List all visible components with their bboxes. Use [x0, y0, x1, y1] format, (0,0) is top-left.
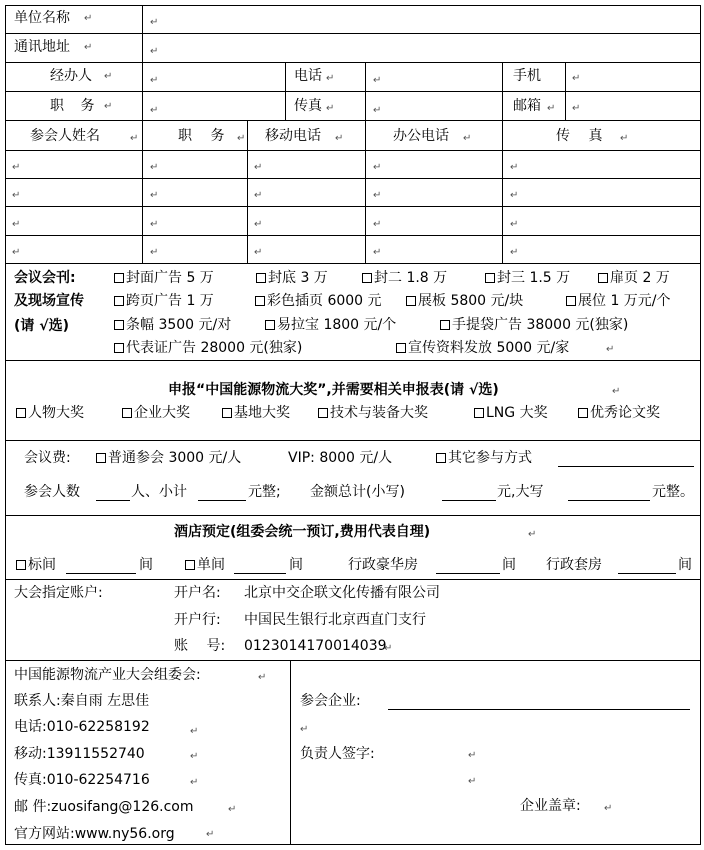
room-standard[interactable]: 标间 — [16, 556, 56, 574]
room-unit: 间 — [502, 557, 516, 573]
checkbox-icon — [114, 320, 124, 330]
ad-option-color-insert[interactable]: 彩色插页 6000 元 — [255, 292, 382, 310]
ads-label: 会议会刊: — [14, 270, 76, 286]
attendee-count-label: 参会人数 — [24, 484, 80, 500]
paragraph-mark: ↵ — [326, 103, 335, 114]
total-blank[interactable] — [442, 500, 496, 501]
awards-title: 申报“中国能源物流大奖”,并需要相关申报表(请 √选) — [168, 382, 499, 398]
unit-name-label: 单位名称 — [14, 10, 70, 26]
award-option-enterprise[interactable]: 企业大奖 — [122, 404, 190, 422]
ad-option-handbag[interactable]: 手提袋广告 38000 元(独家) — [440, 316, 628, 334]
table-cell[interactable]: ↵ — [510, 190, 519, 201]
ad-option-inside-cover-3[interactable]: 封三 1.5 万 — [485, 269, 570, 287]
table-cell[interactable]: ↵ — [254, 190, 263, 201]
checkbox-icon — [114, 343, 124, 353]
paragraph-mark: ↵ — [130, 133, 139, 144]
divider — [5, 178, 701, 179]
divider — [5, 150, 701, 151]
ad-option-display-board[interactable]: 展板 5800 元/块 — [406, 292, 523, 310]
paragraph-mark: ↵ — [237, 133, 246, 144]
divider — [5, 91, 701, 92]
paragraph-mark: ↵ — [463, 133, 472, 144]
contact-email[interactable]: 邮 件:zuosifang@126.com — [14, 799, 194, 815]
paragraph-mark: ↵ — [606, 344, 615, 355]
handler-field[interactable]: ↵ — [150, 75, 159, 86]
contact-website[interactable]: 官方网站:www.ny56.org — [14, 826, 175, 842]
paragraph-mark: ↵ — [326, 73, 335, 84]
address-field[interactable]: ↵ — [150, 46, 159, 57]
paragraph-mark: ↵ — [190, 777, 199, 788]
subtotal-blank[interactable] — [198, 500, 246, 501]
table-cell[interactable]: ↵ — [12, 162, 21, 173]
address-label: 通讯地址 — [14, 39, 70, 55]
paragraph-mark: ↵ — [547, 103, 556, 114]
paragraph-mark: ↵ — [384, 643, 393, 654]
table-cell[interactable]: ↵ — [373, 247, 382, 258]
table-cell[interactable]: ↵ — [150, 219, 159, 230]
divider — [5, 62, 701, 63]
table-cell[interactable]: ↵ — [150, 190, 159, 201]
checkbox-icon — [16, 560, 26, 570]
room-single-blank[interactable] — [234, 573, 286, 574]
divider — [5, 33, 701, 34]
paragraph-mark: ↵ — [104, 71, 113, 82]
divider — [5, 515, 701, 516]
position-label: 职 务 — [50, 98, 95, 114]
organizer-name: 中国能源物流产业大会组委会: — [14, 667, 201, 683]
room-exec-deluxe-blank[interactable] — [436, 573, 500, 574]
divider — [365, 120, 366, 263]
table-cell[interactable]: ↵ — [150, 162, 159, 173]
paragraph-mark: ↵ — [300, 724, 309, 735]
email-label: 邮箱 — [513, 98, 541, 114]
award-option-tech[interactable]: 技术与装备大奖 — [318, 404, 428, 422]
divider — [565, 62, 566, 120]
attendee-fax-header: 传 真 — [556, 128, 603, 144]
phone-field[interactable]: ↵ — [373, 75, 382, 86]
attendee-position-header: 职 务 — [178, 128, 225, 144]
paragraph-mark: ↵ — [84, 13, 93, 24]
paragraph-mark: ↵ — [620, 133, 629, 144]
ad-option-badge[interactable]: 代表证广告 28000 元(独家) — [114, 339, 302, 357]
total-end: 元整。 — [652, 484, 694, 500]
room-single[interactable]: 单间 — [185, 556, 225, 574]
paragraph-mark: ↵ — [612, 386, 621, 397]
table-cell[interactable]: ↵ — [150, 247, 159, 258]
account-bank-label: 开户行: — [174, 612, 221, 628]
checkbox-icon — [566, 296, 576, 306]
table-cell[interactable]: ↵ — [373, 190, 382, 201]
phone-label: 电话 — [294, 68, 322, 84]
account-number: 0123014170014039 — [244, 638, 387, 654]
ads-label: 及现场宣传 — [14, 293, 84, 309]
fax-field[interactable]: ↵ — [373, 105, 382, 116]
divider — [142, 120, 143, 263]
ad-option-cover[interactable]: 封面广告 5 万 — [114, 269, 214, 287]
attendee-count-blank[interactable] — [96, 500, 130, 501]
divider — [247, 120, 248, 263]
fee-option-vip[interactable]: VIP: 8000 元/人 — [288, 450, 393, 466]
divider — [5, 206, 701, 207]
checkbox-icon — [185, 560, 195, 570]
table-cell[interactable]: ↵ — [12, 219, 21, 230]
contact-people: 联系人:秦自雨 左思佳 — [14, 693, 150, 709]
checkbox-icon — [485, 273, 495, 283]
table-cell[interactable]: ↵ — [510, 247, 519, 258]
paragraph-mark: ↵ — [190, 751, 199, 762]
signer-label: 负责人签字: — [300, 746, 375, 762]
position-field[interactable]: ↵ — [150, 105, 159, 116]
company-label: 参会企业: — [300, 693, 361, 709]
ad-option-back-cover[interactable]: 封底 3 万 — [256, 269, 328, 287]
attendee-office-phone-header: 办公电话 — [393, 128, 449, 144]
table-cell[interactable]: ↵ — [12, 247, 21, 258]
paragraph-mark: ↵ — [104, 101, 113, 112]
room-unit: 间 — [289, 557, 303, 573]
checkbox-icon — [16, 408, 26, 418]
contact-fax: 传真:010-62254716 — [14, 772, 150, 788]
ad-option-booth[interactable]: 展位 1 万元/个 — [566, 292, 671, 310]
award-option-lng[interactable]: LNG 大奖 — [474, 404, 548, 422]
divider — [142, 5, 143, 63]
account-holder-label: 开户名: — [174, 585, 221, 601]
checkbox-icon — [114, 296, 124, 306]
award-option-person[interactable]: 人物大奖 — [16, 404, 84, 422]
checkbox-icon — [255, 296, 265, 306]
total-label: 金额总计(小写) — [310, 484, 405, 500]
checkbox-icon — [222, 408, 232, 418]
divider — [290, 660, 291, 845]
checkbox-icon — [474, 408, 484, 418]
contact-phone: 电话:010-62258192 — [14, 719, 150, 735]
divider — [502, 120, 503, 263]
attendee-mobile-header: 移动电话 — [265, 128, 321, 144]
paragraph-mark: ↵ — [468, 776, 477, 787]
paragraph-mark: ↵ — [335, 133, 344, 144]
fee-option-standard[interactable]: 普通参会 3000 元/人 — [96, 449, 241, 467]
ad-option-rollup[interactable]: 易拉宝 1800 元/个 — [265, 316, 396, 334]
divider — [5, 235, 701, 236]
other-method-blank[interactable] — [558, 466, 694, 467]
contact-mobile: 移动:13911552740 — [14, 746, 145, 762]
paragraph-mark: ↵ — [604, 803, 613, 814]
award-option-base[interactable]: 基地大奖 — [222, 404, 290, 422]
divider — [285, 62, 286, 120]
seal-label: 企业盖章: — [520, 798, 581, 814]
room-unit: 间 — [139, 557, 153, 573]
paragraph-mark: ↵ — [528, 529, 537, 540]
account-bank: 中国民生银行北京西直门支行 — [244, 612, 426, 628]
paragraph-mark: ↵ — [258, 672, 267, 683]
ad-option-spread[interactable]: 跨页广告 1 万 — [114, 292, 214, 310]
table-cell[interactable]: ↵ — [510, 219, 519, 230]
divider — [5, 120, 701, 121]
table-cell[interactable]: ↵ — [373, 162, 382, 173]
checkbox-icon — [396, 343, 406, 353]
ad-option-inside-cover-2[interactable]: 封二 1.8 万 — [362, 269, 447, 287]
checkbox-icon — [114, 273, 124, 283]
paragraph-mark: ↵ — [228, 804, 237, 815]
fee-label: 会议费: — [24, 450, 71, 466]
checkbox-icon — [436, 453, 446, 463]
checkbox-icon — [122, 408, 132, 418]
room-standard-blank[interactable] — [66, 573, 136, 574]
paragraph-mark: ↵ — [84, 42, 93, 53]
checkbox-icon — [96, 453, 106, 463]
fax-label: 传真 — [294, 98, 322, 114]
hotel-title: 酒店预定(组委会统一预订,费用代表自理) — [174, 524, 431, 540]
divider — [5, 579, 701, 580]
ad-option-brochure[interactable]: 宣传资料发放 5000 元/家 — [396, 339, 569, 357]
divider — [365, 62, 366, 120]
room-unit: 间 — [678, 557, 692, 573]
checkbox-icon — [440, 320, 450, 330]
divider — [5, 263, 701, 264]
ad-option-title-page[interactable]: 扉页 2 万 — [598, 269, 670, 287]
total-uppercase-blank[interactable] — [568, 500, 650, 501]
attendee-name-header: 参会人姓名 — [30, 128, 100, 144]
room-exec-deluxe: 行政豪华房 — [348, 557, 418, 573]
subtotal-label: 人、小计 — [131, 484, 187, 500]
company-name-blank[interactable] — [388, 709, 690, 710]
checkbox-icon — [578, 408, 588, 418]
table-cell[interactable]: ↵ — [254, 247, 263, 258]
table-cell[interactable]: ↵ — [373, 219, 382, 230]
ad-option-banner[interactable]: 条幅 3500 元/对 — [114, 316, 231, 334]
checkbox-icon — [265, 320, 275, 330]
total-unit: 元,大写 — [497, 484, 544, 500]
ads-label: (请 √选) — [14, 318, 70, 334]
divider — [5, 660, 701, 661]
room-exec-suite: 行政套房 — [546, 557, 602, 573]
checkbox-icon — [406, 296, 416, 306]
divider — [502, 62, 503, 120]
table-cell[interactable]: ↵ — [12, 190, 21, 201]
divider — [142, 62, 143, 120]
divider — [5, 360, 701, 361]
checkbox-icon — [598, 273, 608, 283]
unit-name-field[interactable]: ↵ — [150, 17, 159, 28]
subtotal-unit: 元整; — [248, 484, 281, 500]
email-field[interactable]: ↵ — [572, 103, 581, 114]
table-cell[interactable]: ↵ — [510, 162, 519, 173]
paragraph-mark: ↵ — [468, 750, 477, 761]
room-exec-suite-blank[interactable] — [618, 573, 676, 574]
checkbox-icon — [362, 273, 372, 283]
account-number-label: 账 号: — [174, 638, 226, 654]
mobile-label: 手机 — [513, 68, 541, 84]
checkbox-icon — [256, 273, 266, 283]
table-cell[interactable]: ↵ — [254, 162, 263, 173]
account-holder: 北京中交企联文化传播有限公司 — [244, 585, 440, 601]
checkbox-icon — [318, 408, 328, 418]
divider — [5, 440, 701, 441]
award-option-paper[interactable]: 优秀论文奖 — [578, 404, 660, 422]
paragraph-mark: ↵ — [206, 829, 215, 840]
account-label: 大会指定账户: — [14, 585, 103, 601]
mobile-field[interactable]: ↵ — [572, 73, 581, 84]
table-cell[interactable]: ↵ — [254, 219, 263, 230]
fee-option-other[interactable]: 其它参与方式 — [436, 449, 532, 467]
handler-label: 经办人 — [50, 68, 92, 84]
paragraph-mark: ↵ — [190, 726, 199, 737]
